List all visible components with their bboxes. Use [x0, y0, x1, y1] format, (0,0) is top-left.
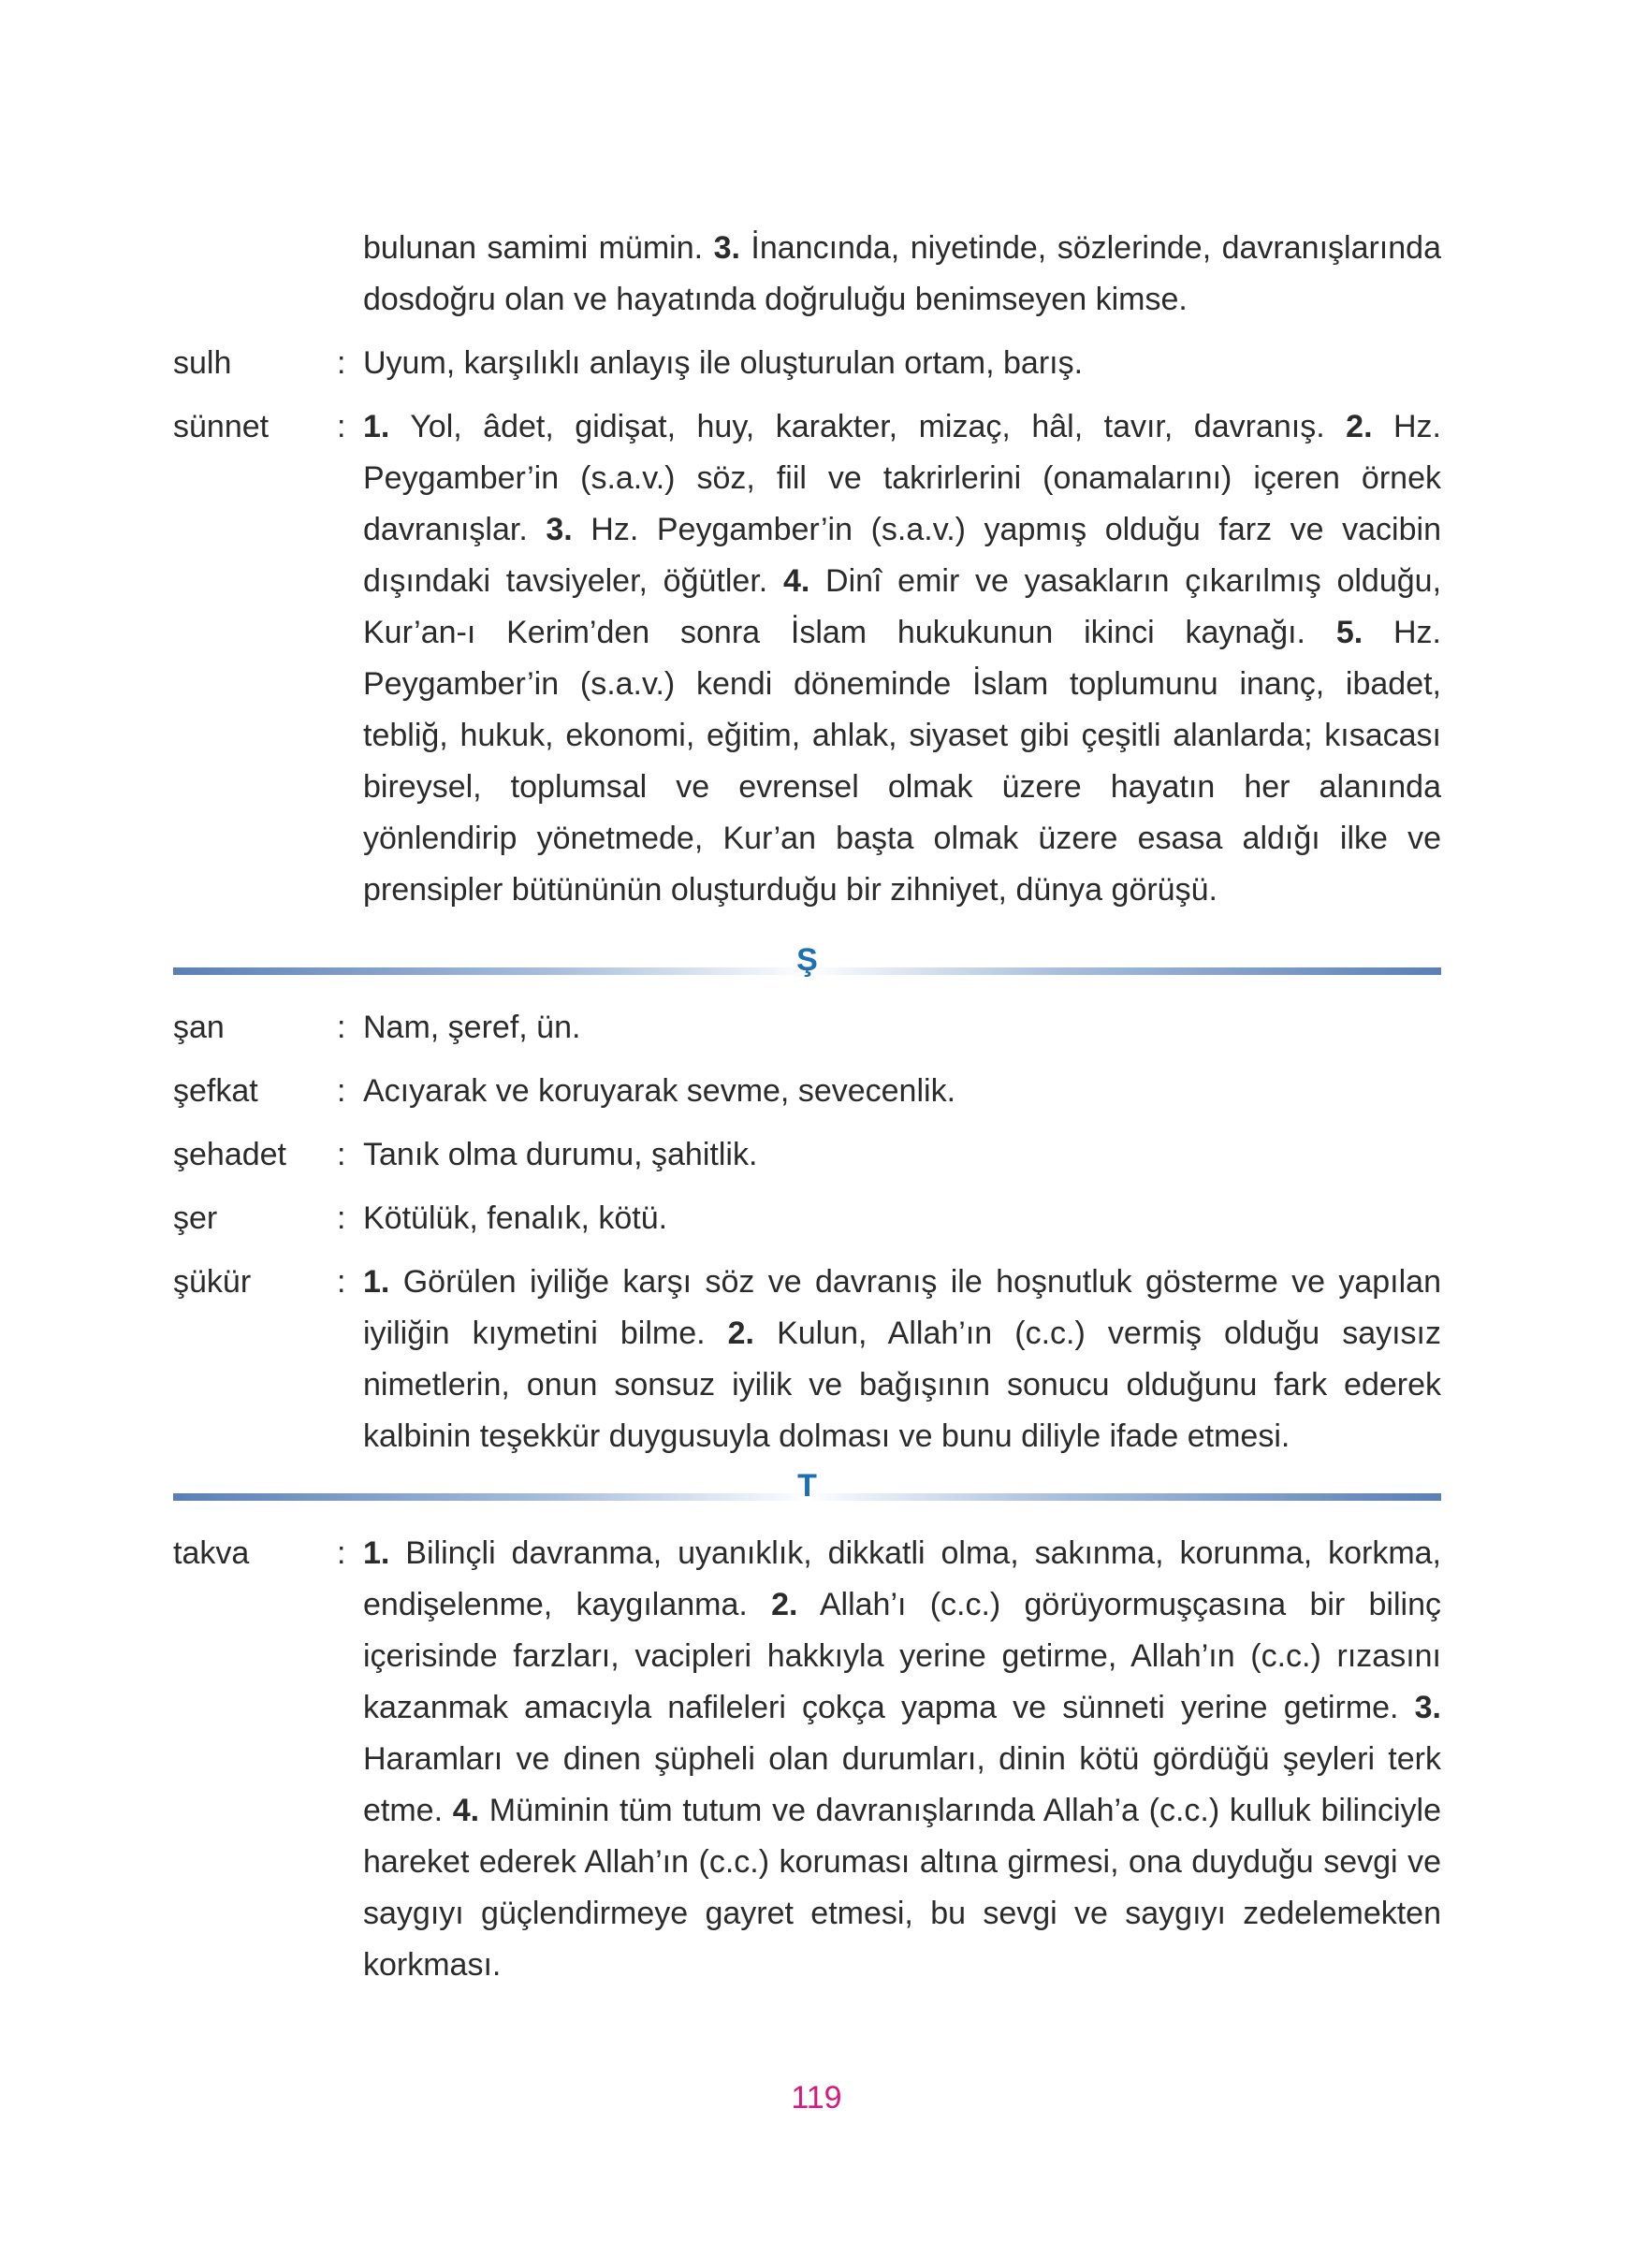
definition-text: Acıyarak ve koruyarak sevme, sevecenlik. [363, 1073, 956, 1109]
glossary-entry [173, 223, 1441, 326]
glossary-content [173, 223, 1441, 1991]
definition-text: Dinî emir ve yasakların çıkarılmış olduğu, Kur’an-ı Kerim’den sonra İslam hukukunun ikinci kaynağı. [363, 563, 1442, 650]
entry-colon: : [337, 1137, 346, 1172]
definition-text: bulunan samimi mümin. [363, 230, 714, 266]
definition-number: 2. [771, 1587, 798, 1622]
entry-term: sünnet [173, 409, 270, 444]
definition-text: İnancında, niyetinde, sözlerinde, davranışlarında dosdoğru olan ve hayatında doğruluğu benimseyen kimse. [363, 230, 1441, 317]
definition-number: 1. [363, 409, 390, 444]
entry-term [173, 223, 337, 326]
entries-t [173, 1528, 1441, 1991]
entry-term: şan [173, 1010, 225, 1045]
glossary-entry [173, 1066, 1441, 1117]
entry-colon: : [337, 1010, 346, 1045]
definition-text: Bilinçli davranma, uyanıklık, dikkatli olma, sakınma, korunma, korkma, endişelenme, kaygılanma. [363, 1535, 1441, 1622]
definition-text: Görülen iyiliğe karşı söz ve davranış ile hoşnutluk gösterme ve yapılan iyiliğin kıymetini bilme. [363, 1264, 1441, 1351]
definition-text: Allah’ı (c.c.) görüyormuşçasına bir bilinç içerisinde farzları, vacipleri hakkıyla yerine getirme, Allah’ın (c.c.) rızasını kazanmak amacıyla nafileleri çokça yapma ve sünneti yerine getirme. [363, 1587, 1441, 1725]
glossary-entry [173, 1257, 1441, 1462]
glossary-entry [173, 1528, 1441, 1991]
entry-colon: : [337, 1200, 346, 1236]
definition-text: Haramları ve dinen şüpheli olan durumları, dinin kötü gördüğü şeyleri terk etme. [363, 1741, 1441, 1828]
definition-number: 5. [1335, 615, 1363, 650]
entry-colon [337, 223, 363, 326]
entry-definition [363, 1528, 1441, 1991]
entry-term: şehadet [173, 1137, 286, 1172]
definition-text: Tanık olma durumu, şahitlik. [363, 1137, 758, 1172]
entry-definition [363, 1193, 1441, 1244]
entries-s [173, 1002, 1441, 1462]
section-letter: Ş [796, 942, 818, 978]
definition-text: Uyum, karşılıklı anlayış ile oluşturulan ortam, barış. [363, 345, 1084, 381]
glossary-entry [173, 1002, 1441, 1054]
definition-text: Hz. Peygamber’in (s.a.v.) yapmış olduğu farz ve vacibin dışındaki tavsiyeler, öğütler. [363, 512, 1441, 599]
definition-number: 3. [1414, 1690, 1441, 1725]
definition-text: Müminin tüm tutum ve davranışlarında Allah’a (c.c.) kulluk bilinciyle hareket ederek Allah’ın (c.c.) koruması altına girmesi, ona duyduğu sevgi ve saygıyı güçlendirmeye gayret etmesi, bu sevgi ve saygıyı zedelemekten korkması. [363, 1793, 1441, 1983]
page-number: 119 [791, 2080, 842, 2115]
definition-text: Yol, âdet, gidişat, huy, karakter, mizaç, hâl, tavır, davranış. [389, 409, 1347, 444]
entry-definition [363, 1002, 1441, 1054]
entry-definition [363, 1257, 1441, 1462]
entry-colon: : [337, 1535, 346, 1571]
definition-text: Hz. Peygamber’in (s.a.v.) söz, fiil ve takrirlerini (onamalarını) içeren örnek davranışlar. [363, 409, 1442, 547]
entry-colon: : [337, 1073, 346, 1109]
definition-number: 2. [727, 1316, 754, 1351]
section-divider-t [173, 1462, 1441, 1528]
entry-colon: : [337, 1264, 346, 1300]
definition-number: 4. [782, 563, 810, 599]
glossary-entry [173, 401, 1441, 916]
definition-number: 2. [1346, 409, 1373, 444]
section-divider-s [173, 937, 1441, 1002]
definition-text: Nam, şeref, ün. [363, 1010, 581, 1045]
entry-definition [363, 223, 1441, 326]
glossary-entry [173, 1129, 1441, 1181]
entry-colon: : [337, 409, 346, 444]
entry-definition [363, 1066, 1441, 1117]
entry-term: sulh [173, 345, 232, 381]
definition-number: 4. [452, 1793, 480, 1828]
definition-number: 1. [363, 1264, 390, 1300]
section-letter: T [797, 1468, 817, 1504]
entry-term: şefkat [173, 1073, 258, 1109]
entry-definition [363, 1129, 1441, 1181]
entry-term: takva [173, 1535, 250, 1571]
entry-term: şükür [173, 1264, 252, 1300]
entries-top [173, 223, 1441, 916]
entry-colon: : [337, 345, 346, 381]
definition-number: 3. [713, 230, 740, 266]
definition-text: Kulun, Allah’ın (c.c.) vermiş olduğu sayısız nimetlerin, onun sonsuz iyilik ve bağışının sonucu olduğunu fark ederek kalbinin teşekkür duygusuyla dolması ve bunu diliyle ifade etmesi. [363, 1316, 1442, 1454]
definition-text: Kötülük, fenalık, kötü. [363, 1200, 668, 1236]
glossary-entry [173, 1193, 1441, 1244]
definition-number: 3. [546, 512, 573, 547]
entry-definition [363, 338, 1441, 389]
entry-term: şer [173, 1200, 218, 1236]
glossary-entry [173, 338, 1441, 389]
definition-number: 1. [363, 1535, 390, 1571]
entry-definition [363, 401, 1441, 916]
definition-text: Hz. Peygamber’in (s.a.v.) kendi döneminde İslam toplumunu inanç, ibadet, tebliğ, hukuk, ekonomi, eğitim, ahlak, siyaset gibi çeşitli alanlarda; kısacası bireysel, toplumsal ve evrensel olmak üzere hayatın her alanında yönlendirip yönetmede, Kur’an başta olmak üzere esasa aldığı ilke ve prensipler bütününün oluşturduğu bir zihniyet, dünya görüşü. [363, 615, 1442, 908]
